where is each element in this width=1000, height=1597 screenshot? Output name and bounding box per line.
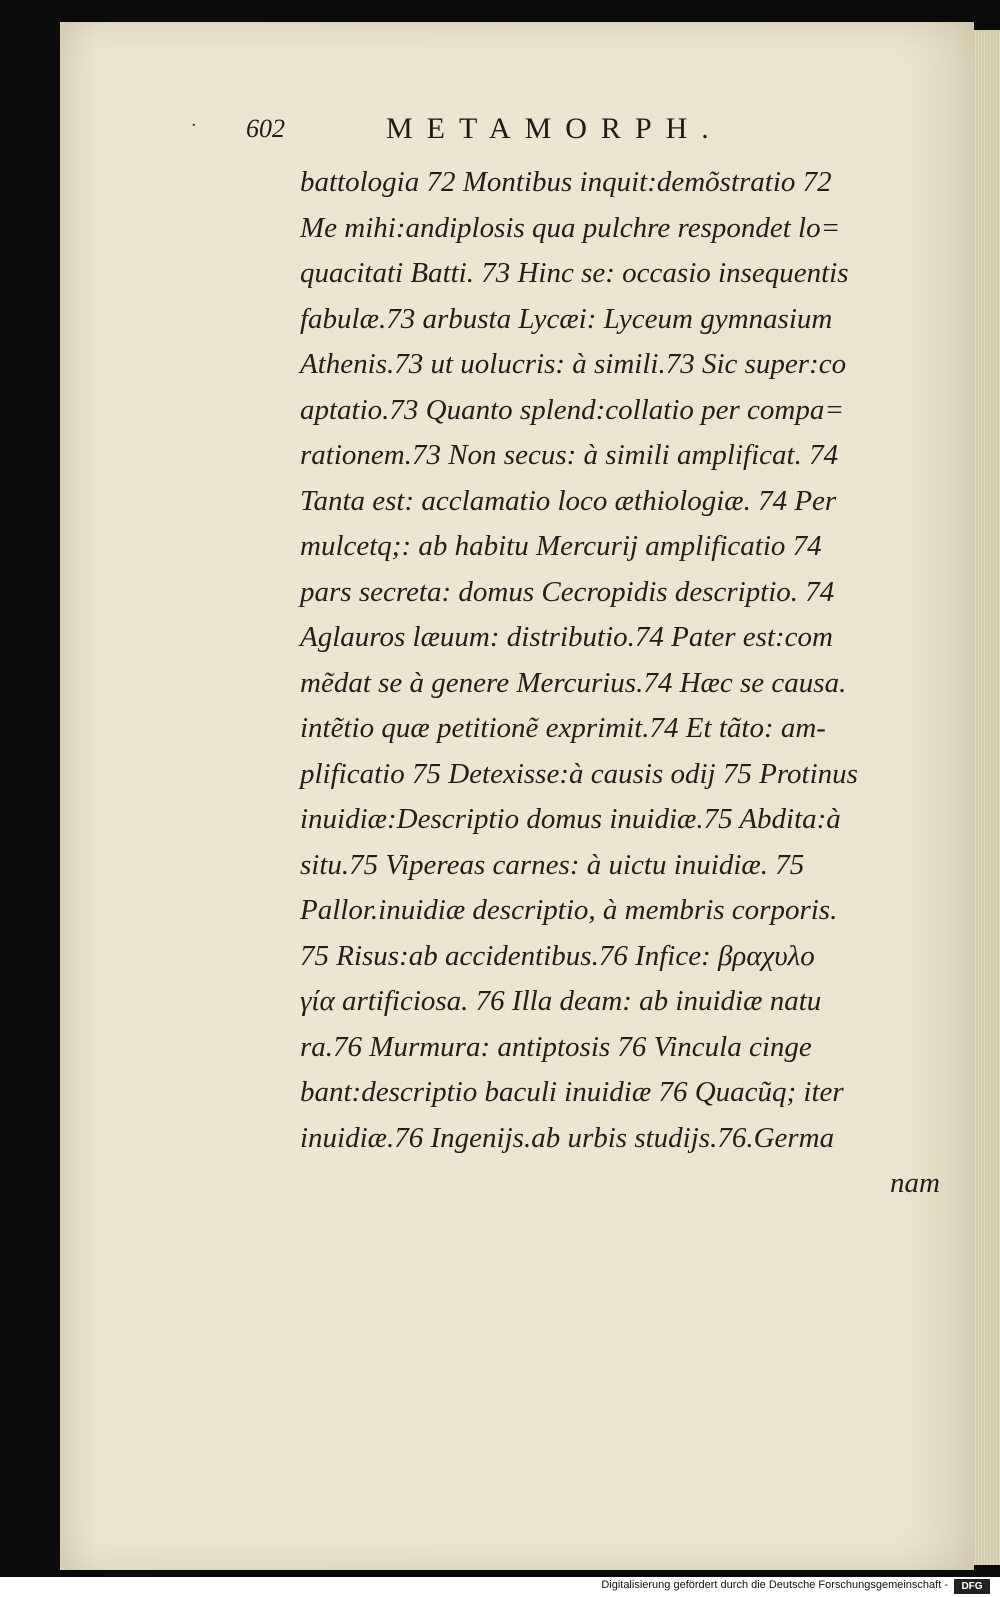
text-line: Aglauros læuum: distributio.74 Pater est:com [300,621,833,653]
text-line: intẽtio quæ petitionẽ exprimit.74 Et tãto: am- [300,712,826,744]
text-line: Tanta est: acclamatio loco æthiologiæ. 74 Per [300,484,837,517]
text-line: 75 Risus:ab accidentibus.76 Infice: βραχυλο [300,939,815,972]
text-line: situ.75 Vipereas carnes: à uictu inuidiæ. 75 [300,848,805,881]
dfg-logo: DFG [954,1579,990,1594]
margin-mark: · [191,115,197,136]
body-text [300,160,940,1207]
text-line: γία artificiosa. 76 Illa deam: ab inuidiæ natu [300,985,822,1017]
catchword: nam [890,1167,940,1199]
page-header [246,112,806,152]
text-line: plificatio 75 Detexisse:à causis odij 75 Protinus [300,757,858,790]
text-line: fabulæ.73 arbusta Lycæi: Lyceum gymnasium [300,302,833,335]
text-line: aptatio.73 Quanto splend:collatio per compa= [300,393,844,426]
digitization-footer [0,1577,1000,1597]
page-number: 602 [246,114,285,143]
funding-credit: Digitalisierung gefördert durch die Deutsche Forschungsgemeinschaft - [601,1579,948,1591]
text-line: ra.76 Murmura: antiptosis 76 Vincula cinge [300,1030,812,1063]
text-line: quacitati Batti. 73 Hinc se: occasio insequentis [300,257,849,289]
text-line: rationem.73 Non secus: à simili amplificat. 74 [300,439,839,471]
running-title: METAMORPH. [386,112,723,145]
text-line: pars secreta: domus Cecropidis descriptio. 74 [300,575,835,608]
text-line: inuidiæ.76 Ingenijs.ab urbis studijs.76.Germa [300,1121,835,1154]
text-line: battologia 72 Montibus inquit:demõstratio 72 [300,166,832,198]
text-line: inuidiæ:Descriptio domus inuidiæ.75 Abdita:à [300,803,841,835]
text-line: Athenis.73 ut uolucris: à simili.73 Sic super:co [300,348,847,380]
text-line: Pallor.inuidiæ descriptio, à membris corporis. [300,894,838,926]
text-line: Me mihi:andiplosis qua pulchre respondet lo= [300,211,841,244]
book-fore-edge [974,30,1000,1565]
text-line: mulcetq;: ab habitu Mercurij amplificatio 74 [300,530,822,562]
text-line: bant:descriptio baculi inuidiæ 76 Quacũq; iter [300,1076,844,1108]
text-line: mẽdat se à genere Mercurius.74 Hæc se causa. [300,666,847,699]
